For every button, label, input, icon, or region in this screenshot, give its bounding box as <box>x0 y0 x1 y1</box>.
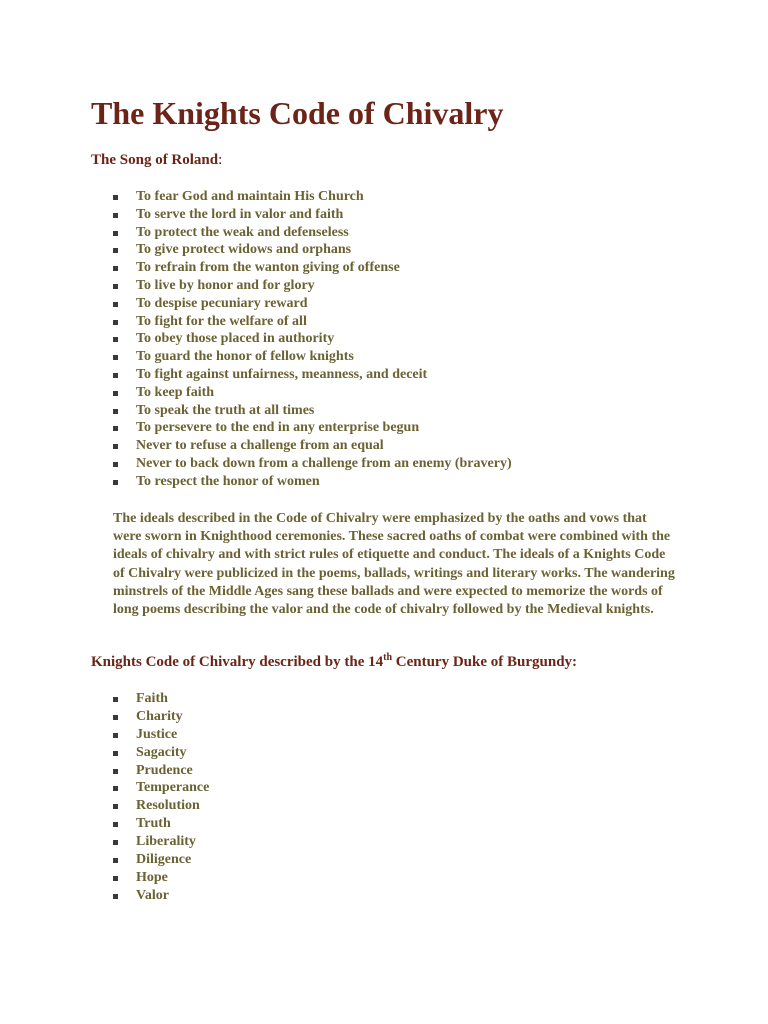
section-heading-song-of-roland <box>91 150 222 170</box>
list-item: Faith <box>112 690 209 708</box>
page-title: The Knights Code of Chivalry <box>91 95 504 131</box>
list-item: Diligence <box>112 851 209 869</box>
list-item: To fight against unfairness, meanness, and deceit <box>112 366 512 384</box>
list-item: Truth <box>112 815 209 833</box>
section-heading-text-part1: Knights Code of Chivalry described by the 14 <box>91 654 384 670</box>
section-heading-text: The Song of Roland <box>91 152 219 168</box>
list-item: To persevere to the end in any enterprise begun <box>112 419 512 437</box>
list-item: To guard the honor of fellow knights <box>112 348 512 366</box>
list-item: Prudence <box>112 762 209 780</box>
list-item: Justice <box>112 726 209 744</box>
list-item: To respect the honor of women <box>112 473 512 491</box>
list-item: To despise pecuniary reward <box>112 295 512 313</box>
song-of-roland-list <box>112 188 512 491</box>
list-item: To live by honor and for glory <box>112 277 512 295</box>
list-item: Valor <box>112 887 209 905</box>
list-item: To fear God and maintain His Church <box>112 188 512 206</box>
duke-of-burgundy-list <box>112 690 209 905</box>
list-item: To protect the weak and defenseless <box>112 224 512 242</box>
list-item: Never to refuse a challenge from an equal <box>112 437 512 455</box>
list-item: To keep faith <box>112 384 512 402</box>
list-item: Resolution <box>112 797 209 815</box>
list-item: To obey those placed in authority <box>112 330 512 348</box>
list-item: Hope <box>112 869 209 887</box>
section-heading-superscript: th <box>383 652 393 663</box>
list-item: To speak the truth at all times <box>112 402 512 420</box>
list-item: To serve the lord in valor and faith <box>112 206 512 224</box>
list-item: Temperance <box>112 779 209 797</box>
list-item: Charity <box>112 708 209 726</box>
list-item: To give protect widows and orphans <box>112 241 512 259</box>
chivalry-paragraph: The ideals described in the Code of Chivalry were emphasized by the oaths and vows that were sworn in Knighthood ceremonies. These sacred oaths of combat were combined with the ideals of chivalry and with strict rules of etiquette and conduct. The ideals of a Knights Code of Chivalry were publicized in the poems, ballads, writings and literary works. The wandering minstrels of the Middle Ages sang these ballads and were expected to memorize the words of long poems describing the valor and the code of chivalry followed by the Medieval knights. <box>113 511 675 618</box>
list-item: To refrain from the wanton giving of offense <box>112 259 512 277</box>
list-item: To fight for the welfare of all <box>112 313 512 331</box>
section-heading-text-part2: Century Duke of Burgundy: <box>392 654 578 670</box>
list-item: Liberality <box>112 833 209 851</box>
list-item: Sagacity <box>112 744 209 762</box>
list-item: Never to back down from a challenge from an enemy (bravery) <box>112 455 512 473</box>
section-heading-duke-of-burgundy <box>91 652 577 672</box>
section-heading-colon: : <box>218 152 223 168</box>
